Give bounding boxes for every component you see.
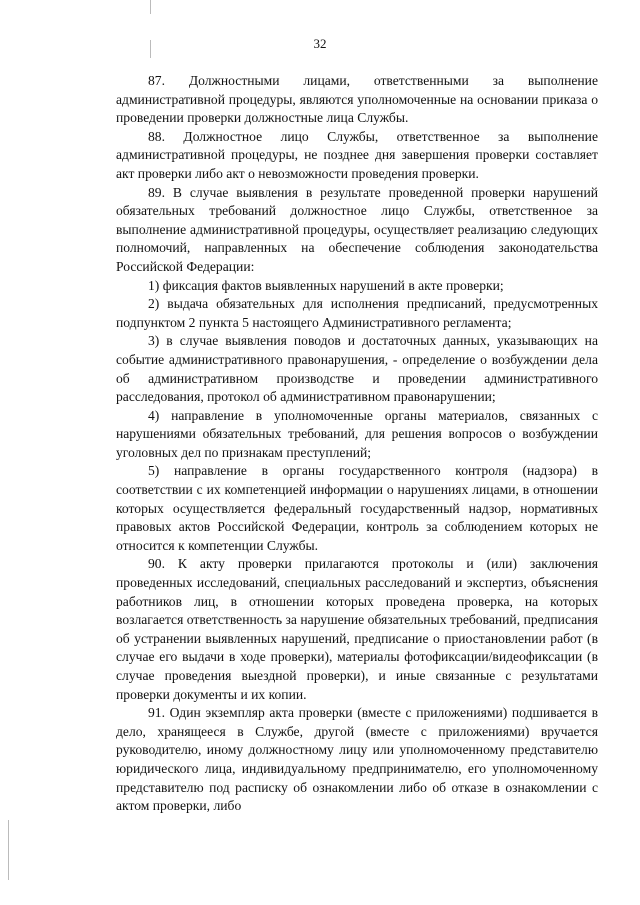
page-number: 32 [313,36,327,51]
paragraph-90: 90. К акту проверки прилагаются протоколы и (или) заключения проведенных исследований, специальных расследований и экспертиз, объяснения работников лиц, в отношении которых проведена проверка, на которых возлагается ответственность за нарушение обязательных требований, предписания об устранении выявленных нарушений, предписание о приостановлении работ (в случае его выдачи в ходе проверки), материалы фотофиксации/видеофиксации (в случае проведения выездной проверки), и иные связанные с результатами проверки документы и их копии. [116,556,598,702]
document-body [116,72,598,816]
list-item-4: 4) направление в уполномоченные органы материалов, связанных с нарушениями обязательных требований, для решения вопросов о возбуждении уголовных дел по признакам преступлений; [116,407,598,460]
scan-artifact-line [150,0,151,14]
list-item-1: 1) фиксация фактов выявленных нарушений в акте проверки; [148,277,504,293]
list-item-5: 5) направление в органы государственного контроля (надзора) в соответствии с их компетенцией информации о нарушениях лицами, в отношении которых осуществляется федеральный государственный надзор, нормативных правовых актов Российской Федерации, контроль за соблюдением которых не относится к компетенции Службы. [116,463,598,553]
scan-artifact-line [8,820,9,880]
paragraph-88: 88. Должностное лицо Службы, ответственное за выполнение административной процедуры, не позднее дня завершения проверки составляет акт проверки либо акт о невозможности проведения проверки. [116,128,598,181]
paragraph-89: 89. В случае выявления в результате проведенной проверки нарушений обязательных требований должностное лицо Службы, ответственное за выполнение административной процедуры, осуществляет реализацию следующих полномочий, направленных на обеспечение соблюдения законодательства Российской Федерации: [116,184,598,274]
list-item-3: 3) в случае выявления поводов и достаточных данных, указывающих на событие административного правонарушения, - определение о возбуждении дела об административном производстве и проведении административного расследования, протокол об административном правонарушении; [116,333,598,405]
paragraph-87: 87. Должностными лицами, ответственными за выполнение административной процедуры, являются уполномоченные на основании приказа о проведении проверки должностные лица Службы. [116,73,598,126]
list-item-2: 2) выдача обязательных для исполнения предписаний, предусмотренных подпунктом 2 пункта 5 настоящего Административного регламента; [116,296,598,330]
paragraph-91: 91. Один экземпляр акта проверки (вместе с приложениями) подшивается в дело, хранящееся в Службе, другой (вместе с приложениями) вручается руководителю, иному должностному лицу или уполномоченному представителю юридического лица, индивидуальному предпринимателю, его уполномоченному представителю под расписку об ознакомлении либо об отказе в ознакомлении с актом проверки, либо [116,705,598,814]
